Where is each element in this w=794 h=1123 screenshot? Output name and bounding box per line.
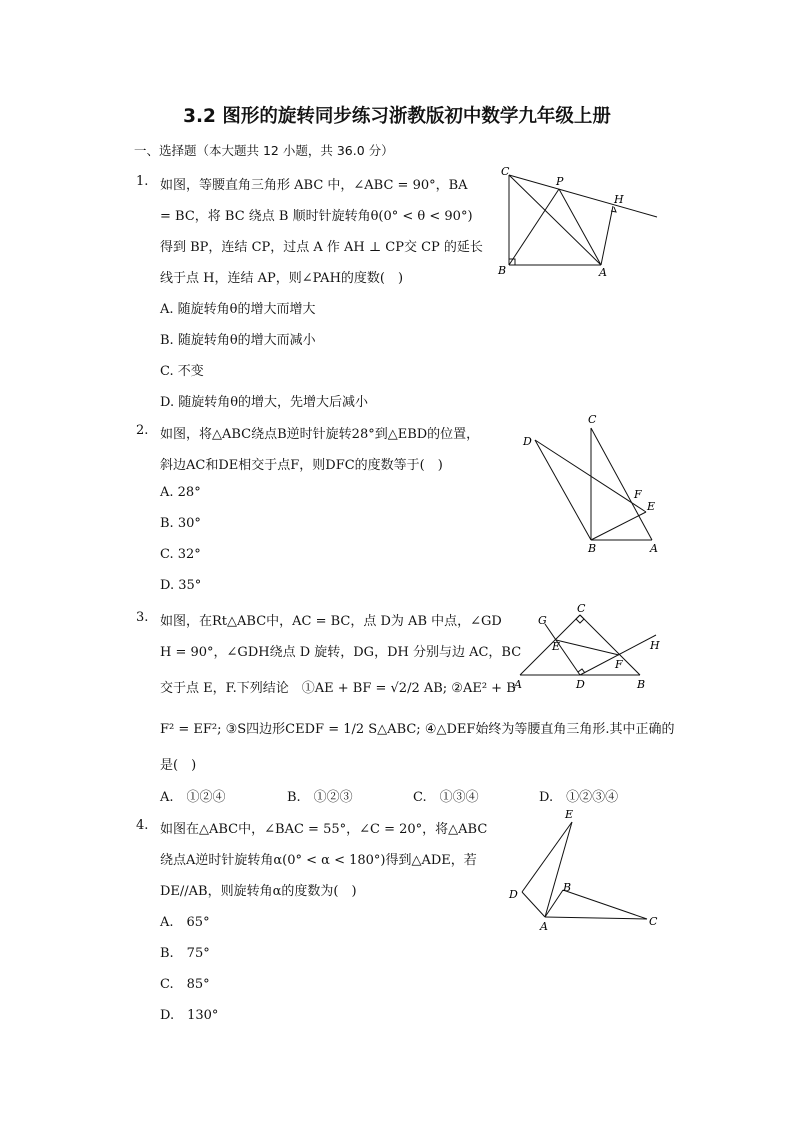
- option-d[interactable]: D. ①②③④: [539, 790, 619, 805]
- option-b[interactable]: B. ①②③: [287, 790, 353, 805]
- question-text-line: 如图，等腰直角三角形 ABC 中，∠ABC = 90°，BA: [160, 178, 468, 193]
- figure-label: H: [614, 193, 624, 206]
- section-heading: 一、选择题（本大题共 12 小题，共 36.0 分）: [134, 143, 394, 158]
- figure-label: F: [615, 658, 623, 671]
- figure-label: D: [523, 435, 532, 448]
- question-text-line: 线于点 H，连结 AP，则∠PAH的度数( ): [160, 271, 404, 286]
- figure-label: E: [552, 640, 561, 653]
- figure-label: D: [576, 678, 585, 691]
- option-d[interactable]: D. 130°: [160, 1008, 219, 1023]
- question-text-line: 绕点A逆时针旋转角α(0° < α < 180°)得到△ADE，若: [160, 853, 477, 868]
- question-text-line: 是( ): [160, 758, 197, 773]
- figure-label: E: [565, 808, 574, 821]
- figure-label: C: [649, 915, 658, 928]
- question-text-line: 交于点 E，F.下列结论 ①AE + BF = √2/2 AB; ②AE² + B: [160, 681, 516, 696]
- option-b[interactable]: B. 30°: [160, 516, 201, 531]
- figure-label: B: [588, 542, 597, 555]
- option-d[interactable]: D. 35°: [160, 578, 202, 593]
- figure-label: C: [577, 602, 586, 615]
- question-text-line: H = 90°，∠GDH绕点 D 旋转，DG，DH 分别与边 AC，BC: [160, 645, 522, 660]
- option-a[interactable]: A. 65°: [160, 915, 210, 930]
- question-number: 1.: [136, 174, 149, 189]
- option-a[interactable]: A. 28°: [160, 485, 201, 500]
- question-text-line: 如图，将△ABC绕点B逆时针旋转28°到△EBD的位置，: [160, 427, 480, 442]
- figure-label: F: [634, 488, 642, 501]
- figure-label: A: [599, 266, 607, 279]
- option-a[interactable]: A. ①②④: [160, 790, 226, 805]
- figure-label: A: [650, 542, 658, 555]
- figure-label: C: [588, 413, 597, 426]
- option-c[interactable]: C. ①③④: [413, 790, 479, 805]
- option-c[interactable]: C. 85°: [160, 977, 210, 992]
- question-number: 3.: [136, 610, 149, 625]
- figure-label: A: [514, 678, 522, 691]
- option-d[interactable]: D. 随旋转角θ的增大，先增大后减小: [160, 395, 369, 410]
- question-text-line: 如图，在Rt△ABC中，AC = BC，点 D为 AB 中点，∠GD: [160, 614, 502, 629]
- figure-label: D: [509, 888, 518, 901]
- option-c[interactable]: C. 不变: [160, 364, 204, 379]
- question-text-line: DE//AB，则旋转角α的度数为( ): [160, 884, 357, 899]
- question-text-line: = BC，将 BC 绕点 B 顺时针旋转角θ(0° < θ < 90°): [160, 209, 473, 224]
- figure-label: P: [556, 175, 564, 188]
- figure-label: A: [540, 920, 548, 933]
- page-title: 3.2 图形的旋转同步练习浙教版初中数学九年级上册: [183, 106, 611, 127]
- option-b[interactable]: B. 随旋转角θ的增大而减小: [160, 333, 316, 348]
- figure-label: E: [647, 500, 656, 513]
- figure-label: G: [538, 614, 547, 627]
- question-text-line: 如图在△ABC中，∠BAC = 55°，∠C = 20°，将△ABC: [160, 822, 488, 837]
- figure-label: B: [637, 678, 646, 691]
- figure-label: C: [501, 165, 510, 178]
- option-c[interactable]: C. 32°: [160, 547, 201, 562]
- question-number: 2.: [136, 423, 149, 438]
- figure-q1: [495, 165, 665, 280]
- question-number: 4.: [136, 818, 149, 833]
- figure-q2: [518, 410, 668, 555]
- question-text-line: 斜边AC和DE相交于点F，则DFC的度数等于( ): [160, 458, 443, 473]
- figure-label: B: [563, 881, 572, 894]
- option-a[interactable]: A. 随旋转角θ的增大而增大: [160, 302, 316, 317]
- figure-q3: [510, 600, 665, 695]
- question-text-line: F² = EF²; ③S四边形CEDF = 1/2 S△ABC; ④△DEF始终为等腰直角三角形.其中正确的: [160, 722, 675, 737]
- option-b[interactable]: B. 75°: [160, 946, 210, 961]
- figure-label: H: [650, 639, 660, 652]
- question-text-line: 得到 BP，连结 CP，过点 A 作 AH ⊥ CP交 CP 的延长: [160, 240, 483, 255]
- figure-label: B: [498, 264, 507, 277]
- figure-q4: [505, 805, 665, 940]
